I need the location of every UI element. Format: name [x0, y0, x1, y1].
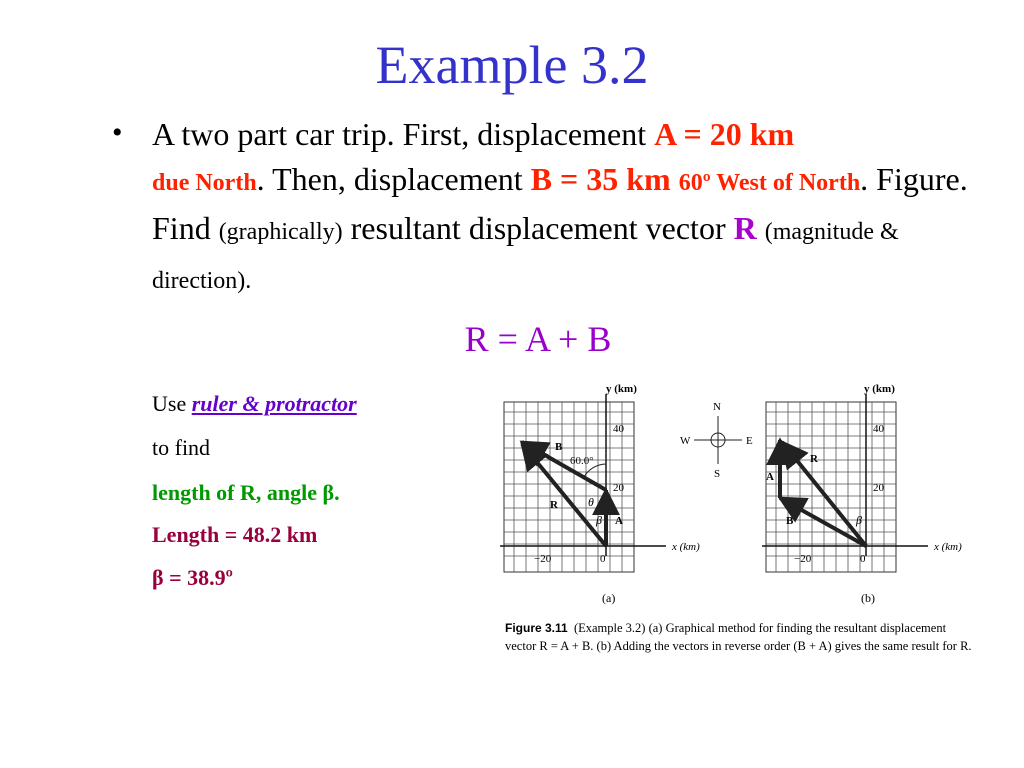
caption-label: Figure 3.11: [505, 621, 568, 635]
vector-b-value: B = 35 km: [530, 161, 671, 197]
vector-a-value: A = 20 km: [654, 116, 795, 152]
y-axis-label-b: y (km): [864, 383, 895, 395]
tick-40-a: 40: [613, 423, 624, 435]
length-result: Length = 48.2 km: [152, 522, 318, 547]
y-axis-label-a: y (km): [606, 383, 637, 395]
tick-neg20-b: −20: [794, 553, 812, 565]
use-line: [152, 393, 357, 415]
caption-text: (Example 3.2) (a) Graphical method for finding the resultant displacement vector R = A + B. (b) Adding the vectors in reverse order (B + A) gives the same result for R.: [505, 621, 972, 653]
panel-a-label: (a): [602, 591, 616, 605]
find-comma: ,: [255, 480, 267, 505]
problem-statement: [152, 112, 972, 304]
ruler-protractor-link[interactable]: ruler & protractor: [191, 391, 357, 416]
x-axis-label-b: x (km): [934, 541, 962, 553]
slide-title: Example 3.2: [375, 35, 649, 95]
panel-b-label: (b): [861, 591, 875, 605]
tick-20-b: 20: [873, 482, 884, 494]
to-find-text: to find: [152, 435, 211, 460]
bullet-text-3: . Figure. Find: [152, 161, 968, 246]
find-targets: [152, 482, 340, 504]
length-of-r: length of R: [152, 480, 256, 505]
tick-20-a: 20: [613, 482, 624, 494]
vector-b-label-a: B: [555, 441, 563, 453]
compass-west: W: [680, 435, 691, 447]
compass-north: N: [713, 401, 721, 413]
theta-label: θ: [588, 495, 594, 509]
vector-equation: R = A + B: [464, 319, 612, 359]
graphically-note: (graphically): [218, 219, 343, 245]
vector-b-label-b: B: [786, 515, 794, 527]
compass-rose: [694, 416, 742, 464]
vector-r-label-a: R: [550, 499, 558, 511]
beta-label-a: β: [596, 513, 602, 527]
compass-south: S: [714, 468, 721, 480]
figure-caption: [505, 619, 975, 655]
magnitude-direction-note: (magnitude & direction).: [152, 219, 899, 294]
vector-a-direction: due North: [152, 170, 257, 196]
beta-result: β = 38.9º: [152, 565, 233, 590]
vector-a-label-b: A: [766, 471, 774, 483]
vector-a-label-a: A: [615, 515, 623, 527]
tick-40-b: 40: [873, 423, 884, 435]
tick-neg20-a: −20: [534, 553, 552, 565]
vectors-panel-b: [780, 440, 866, 546]
angle-60-label: 60.0°: [570, 455, 594, 467]
tick-0-b: 0: [860, 553, 866, 565]
beta-label-b: β: [856, 513, 862, 527]
use-text: Use: [152, 391, 192, 416]
vector-b-direction: 60º West of North: [678, 170, 861, 196]
bullet-text-2: . Then, displacement: [256, 161, 531, 197]
compass-east: E: [746, 435, 753, 447]
vector-r-label-b: R: [810, 453, 818, 465]
tick-0-a: 0: [600, 553, 606, 565]
x-axis-label-a: x (km): [672, 541, 700, 553]
vector-r-symbol: R: [733, 210, 757, 246]
angle-beta: angle β.: [266, 480, 340, 505]
bullet-marker: •: [112, 116, 123, 149]
bullet-text-4: resultant displacement vector: [342, 210, 734, 246]
bullet-text-1: A two part car trip. First, displacement: [152, 116, 655, 152]
